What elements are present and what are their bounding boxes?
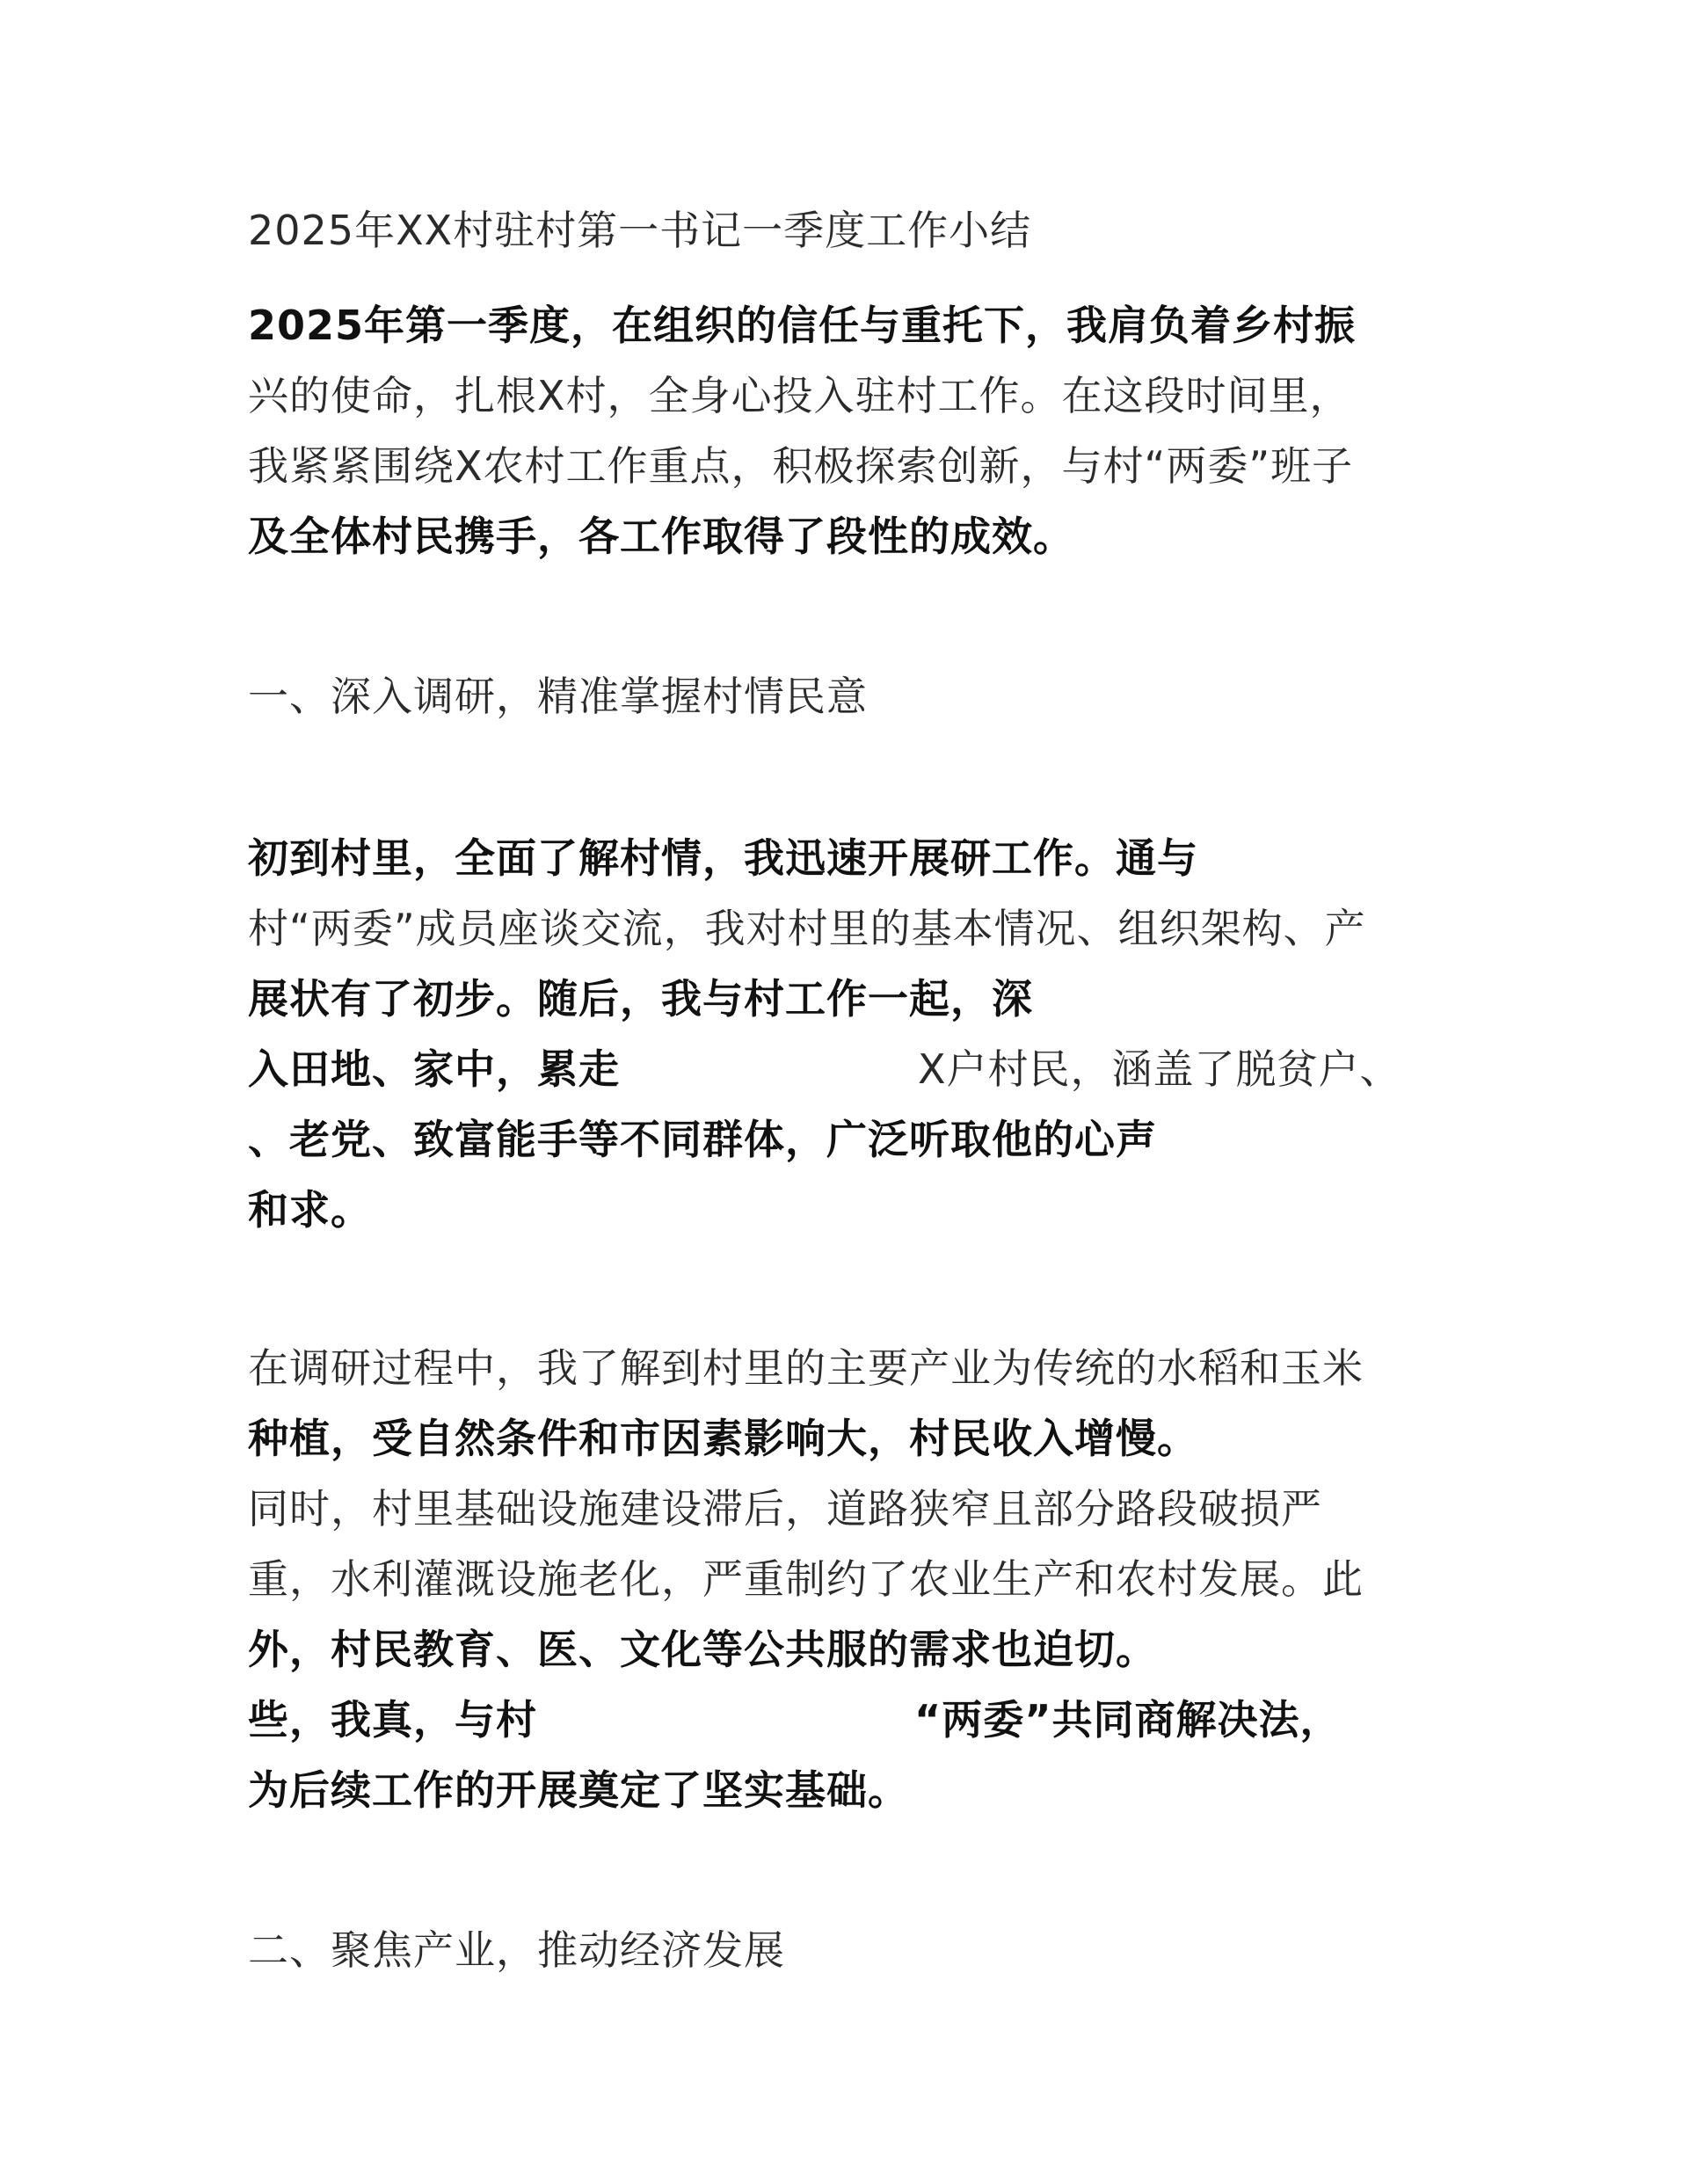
s1p1-line-5: 、老党、致富能手等不同群体，广泛听取他的心声	[248, 1116, 1157, 1163]
s1p2-line-6b: “两委”共同商解决法，	[914, 1696, 1342, 1744]
s1p2-line-4: 重，水利灌溉设施老化，严重制约了农业生产和农村发展。此	[248, 1555, 1364, 1603]
s1p2-line-2: 种植，受自然条件和市因素影响大，村民收入增慢。	[248, 1415, 1198, 1462]
s1p1-line-4b: X户村民，涵盖了脱贫户、	[918, 1045, 1401, 1093]
s1p2-line-1: 在调研过程中，我了解到村里的主要产业为传统的水稻和玉米	[248, 1344, 1364, 1392]
intro-line-1: 2025年第一季度，在组织的信任与重托下，我肩负着乡村振	[248, 302, 1357, 349]
section1-heading: 一、深入调研，精准掌握村情民意	[248, 673, 868, 720]
s1p1-line-2: 村“两委”成员座谈交流，我对村里的基本情况、组织架构、产	[248, 905, 1366, 952]
s1p1-line-4a: 入田地、家中，累走	[248, 1045, 620, 1093]
s1p2-line-3: 同时，村里基础设施建设滞后，道路狭窄且部分路段破损严	[248, 1485, 1322, 1532]
document-title: 2025年XX村驻村第一书记一季度工作小结	[248, 207, 1032, 254]
intro-line-4: 及全体村民携手，各工作取得了段性的成效。	[248, 513, 1074, 560]
s1p2-line-5: 外，村民教育、医、文化等公共服的需求也迫切。	[248, 1626, 1157, 1673]
intro-line-3: 我紧紧围绕X农村工作重点，积极探索创新，与村“两委”班子	[248, 442, 1354, 490]
s1p2-line-6a: 些，我真，与村	[248, 1696, 537, 1744]
s1p1-line-1: 初到村里，全面了解村情，我迅速开展研工作。通与	[248, 834, 1198, 882]
intro-line-2: 兴的使命，扎根X村，全身心投入驻村工作。在这段时间里，	[248, 372, 1351, 419]
s1p2-line-7: 为后续工作的开展奠定了坚实基础。	[248, 1766, 909, 1814]
s1p1-line-6: 和求。	[248, 1186, 372, 1234]
s1p1-line-3: 展状有了初步。随后，我与村工作一起，深	[248, 975, 1033, 1023]
section2-heading: 二、聚焦产业，推动经济发展	[248, 1926, 785, 1974]
